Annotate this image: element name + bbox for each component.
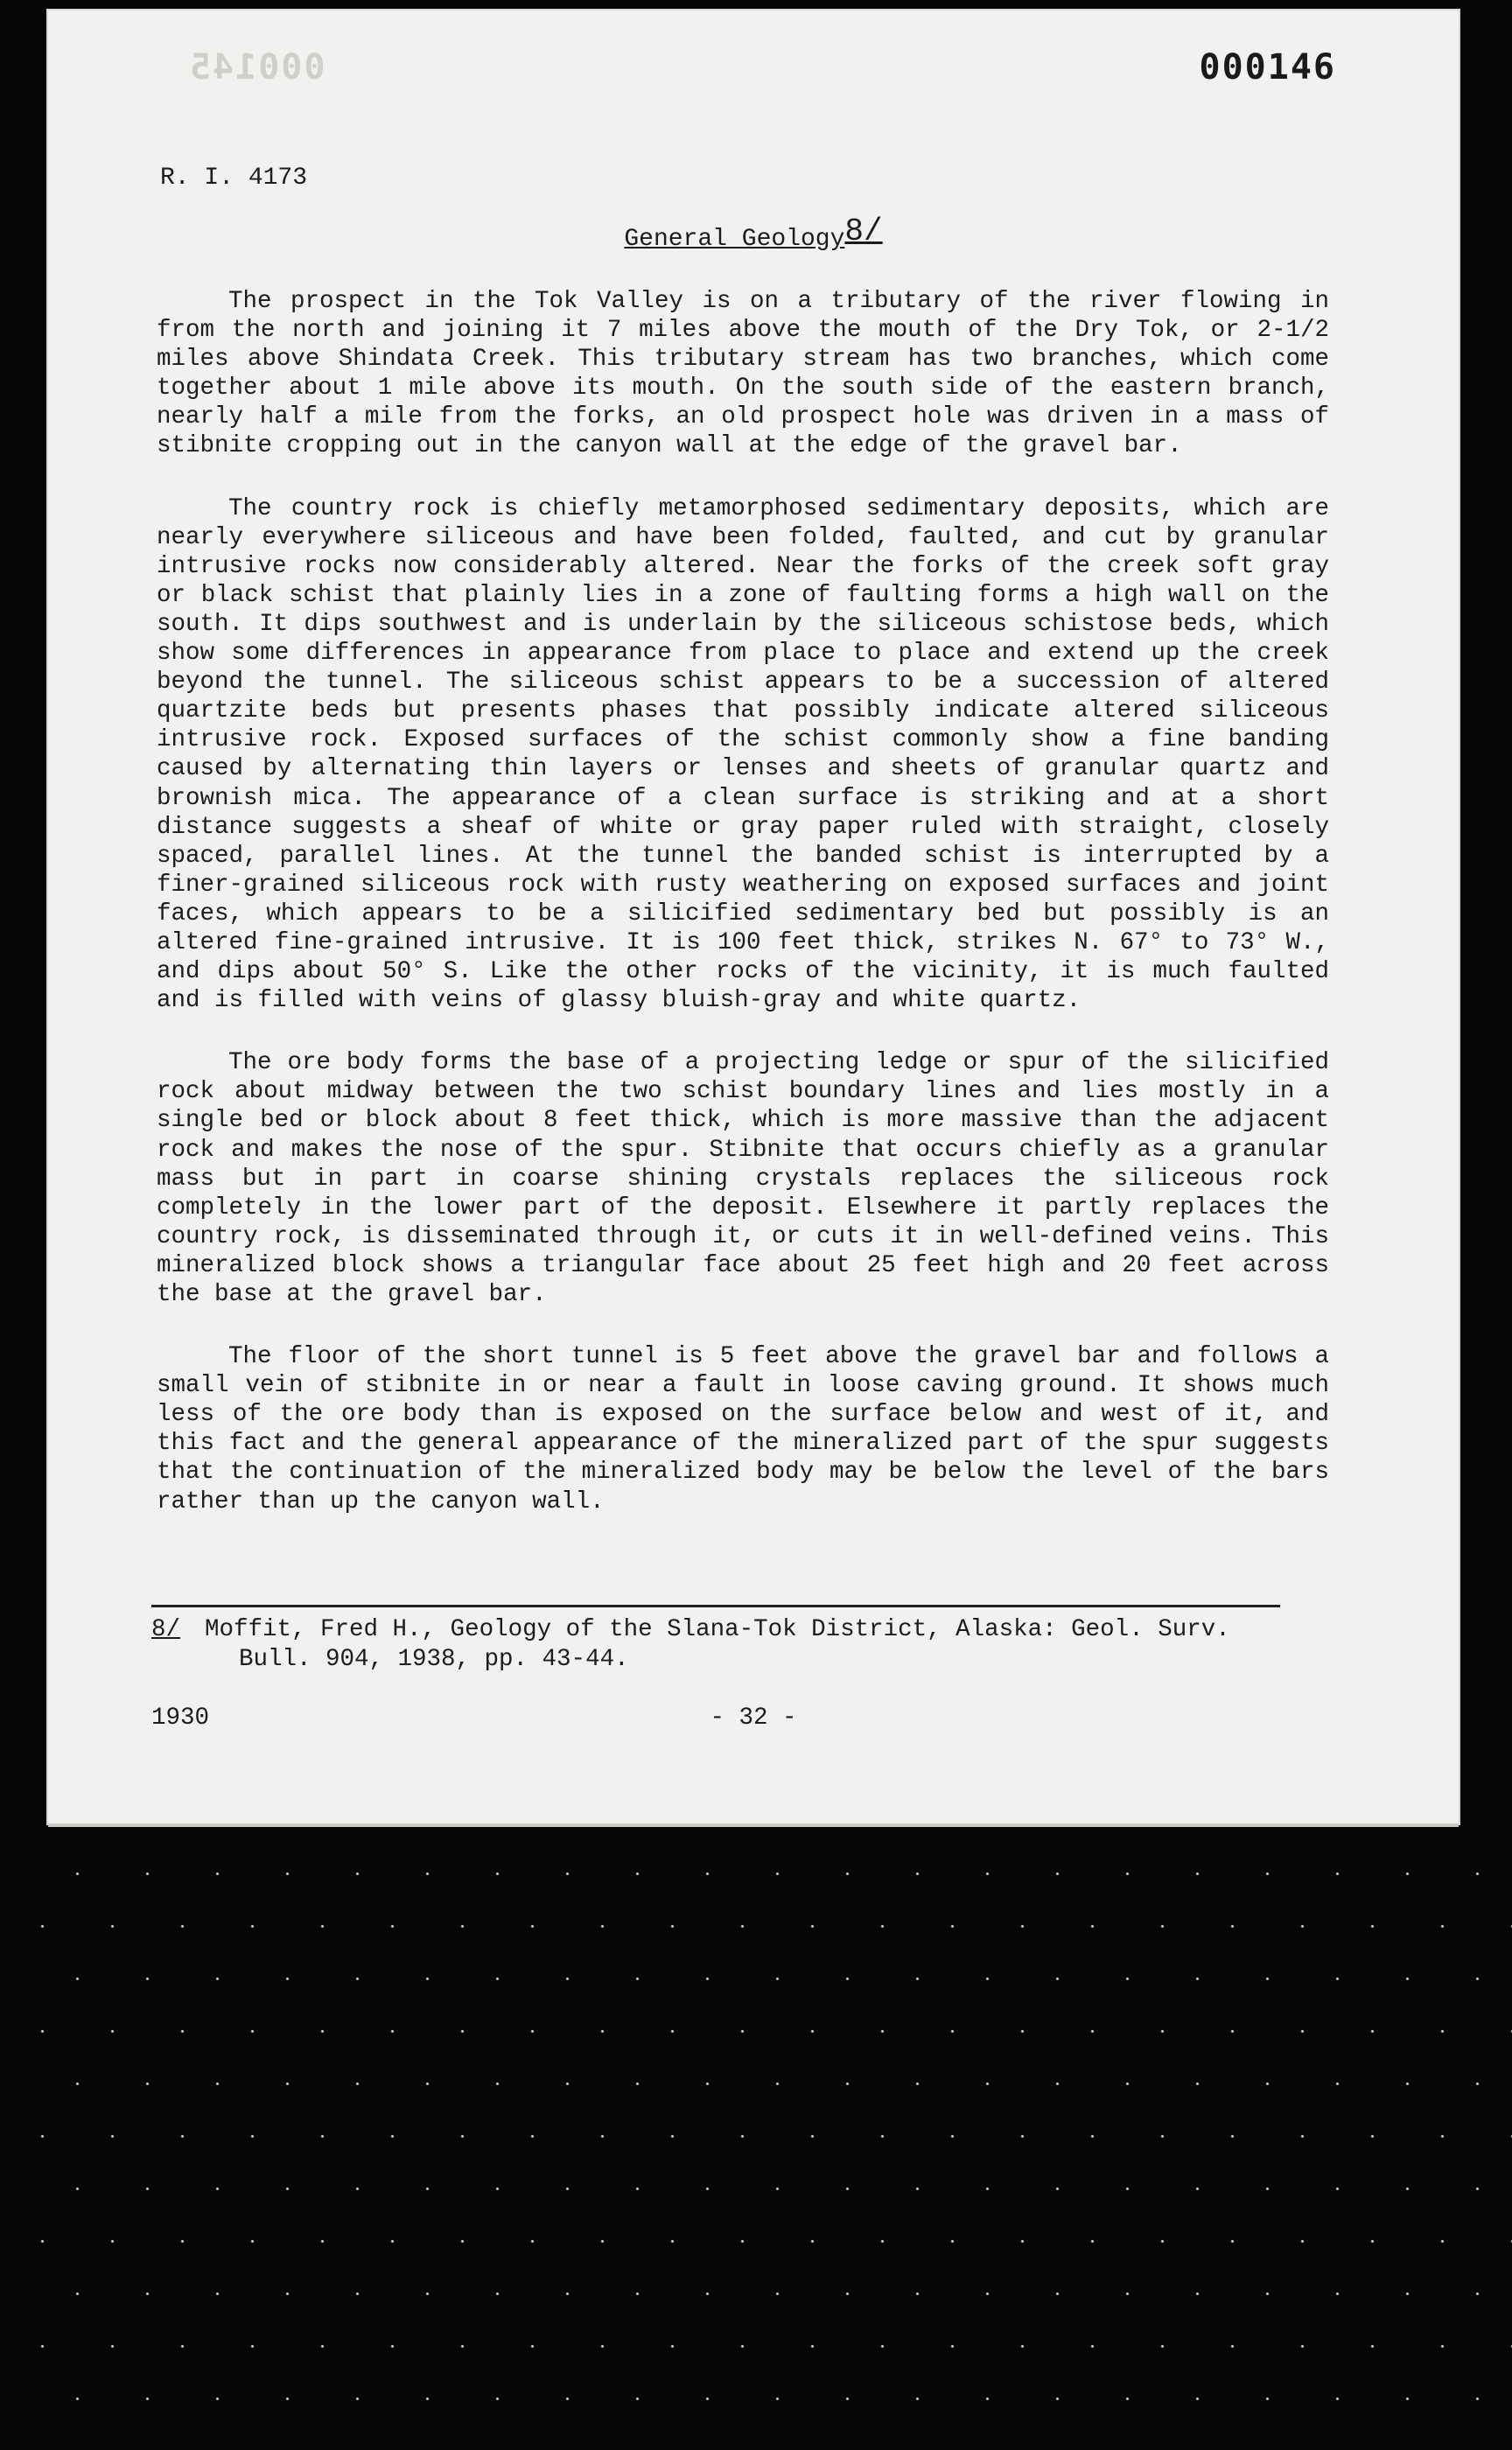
background-speck <box>216 2398 219 2400</box>
background-speck <box>1021 1925 1024 1928</box>
background-speck <box>356 1872 359 1875</box>
background-speck <box>146 2188 149 2190</box>
background-speck <box>846 2398 849 2400</box>
background-speck <box>531 2135 534 2138</box>
background-speck <box>531 1925 534 1928</box>
background-speck <box>601 2030 604 2033</box>
background-speck <box>181 1925 184 1928</box>
background-speck <box>1266 2082 1269 2085</box>
background-speck <box>1196 2398 1199 2400</box>
background-speck <box>391 2240 394 2243</box>
background-speck <box>1336 2188 1339 2190</box>
background-speck <box>1161 2030 1164 2033</box>
background-speck <box>496 1872 499 1875</box>
background-speck <box>181 2135 184 2138</box>
bleed-through-stamp: 000145 <box>188 47 326 88</box>
footnote-line-1 <box>151 1615 1289 1645</box>
background-speck <box>321 2030 324 2033</box>
background-speck <box>951 2030 954 2033</box>
background-speck <box>146 1872 149 1875</box>
background-speck <box>426 2082 429 2085</box>
footnote-rule <box>151 1605 1280 1607</box>
background-speck <box>811 1925 814 1928</box>
background-speck <box>251 2135 254 2138</box>
background-speck <box>531 2345 534 2348</box>
background-speck <box>1056 2188 1059 2190</box>
background-speck <box>1091 2345 1094 2348</box>
background-speck <box>706 1872 709 1875</box>
background-speck <box>1301 2345 1304 2348</box>
background-speck <box>1056 1978 1059 1980</box>
background-speck <box>671 2135 674 2138</box>
background-speck <box>916 2082 919 2085</box>
background-speck <box>1476 1872 1479 1875</box>
background-speck <box>1056 2398 1059 2400</box>
background-speck <box>776 2188 779 2190</box>
background-speck <box>811 2345 814 2348</box>
background-speck <box>1091 2135 1094 2138</box>
background-speck <box>566 2082 569 2085</box>
background-speck <box>1126 2188 1129 2190</box>
background-speck <box>671 2240 674 2243</box>
background-speck <box>881 2135 884 2138</box>
background-speck <box>1266 2398 1269 2400</box>
background-speck <box>846 2188 849 2190</box>
background-speck <box>636 2082 639 2085</box>
background-speck <box>916 2292 919 2295</box>
footnote-marker: 8/ <box>151 1616 181 1643</box>
background-speck <box>426 2292 429 2295</box>
background-speck <box>286 1872 289 1875</box>
background-speck <box>986 2292 989 2295</box>
background-speck <box>846 2292 849 2295</box>
background-speck <box>566 2398 569 2400</box>
background-speck <box>41 2135 44 2138</box>
background-speck <box>496 2082 499 2085</box>
background-speck <box>1371 2135 1374 2138</box>
background-speck <box>1021 2030 1024 2033</box>
background-speck <box>776 1978 779 1980</box>
body-text <box>157 287 1329 1550</box>
background-speck <box>1441 1925 1444 1928</box>
background-speck <box>41 2030 44 2033</box>
background-speck <box>356 2082 359 2085</box>
background-speck <box>496 2188 499 2190</box>
background-speck <box>391 2030 394 2033</box>
background-speck <box>881 1925 884 1928</box>
background-speck <box>461 2030 464 2033</box>
background-speck <box>1091 2030 1094 2033</box>
background-speck <box>76 2082 79 2085</box>
background-speck <box>916 2188 919 2190</box>
background-speck <box>181 2240 184 2243</box>
background-speck <box>1231 2345 1234 2348</box>
background-speck <box>951 1925 954 1928</box>
background-speck <box>461 2345 464 2348</box>
background-speck <box>1161 1925 1164 1928</box>
background-speck <box>1091 2240 1094 2243</box>
background-speck <box>76 2292 79 2295</box>
background-speck <box>1301 2240 1304 2243</box>
section-title <box>48 214 1459 253</box>
background-speck <box>216 2188 219 2190</box>
background-speck <box>251 2345 254 2348</box>
background-speck <box>251 2240 254 2243</box>
background-speck <box>1231 2030 1234 2033</box>
background-speck <box>1196 2082 1199 2085</box>
background-speck <box>1126 2398 1129 2400</box>
background-speck <box>76 1872 79 1875</box>
background-speck <box>1406 2082 1409 2085</box>
background-speck <box>286 1978 289 1980</box>
background-speck <box>1266 1978 1269 1980</box>
background-speck <box>1266 2292 1269 2295</box>
background-speck <box>461 1925 464 1928</box>
background-speck <box>1336 1872 1339 1875</box>
background-speck <box>671 1925 674 1928</box>
background-speck <box>496 2292 499 2295</box>
background-speck <box>496 1978 499 1980</box>
background-speck <box>1126 2292 1129 2295</box>
background-speck <box>986 1872 989 1875</box>
background-speck <box>111 1925 114 1928</box>
background-speck <box>636 1978 639 1980</box>
background-speck <box>1196 2188 1199 2190</box>
background-speck <box>1196 1978 1199 1980</box>
background-speck <box>986 2082 989 2085</box>
background-speck <box>426 2188 429 2190</box>
paragraph: The country rock is chiefly metamorphosed sedimentary deposits, which are nearly everywhere siliceous and have been folded, faulted, and cut by granular intrusive rocks now considerably altered. Near the forks of the creek soft gray or black schist that plainly lies in a zone of faulting forms a high wall on the south. It dips southwest and is underlain by the siliceous schistose beds, which show some differences in appearance from place to place and extend up the creek beyond the tunnel. The siliceous schist appears to be a succession of altered quartzite beds but presents phases that possibly indicate altered siliceous intrusive rock. Exposed surfaces of the schist commonly show a fine banding caused by alternating thin layers or lenses and sheets of granular quartz and brownish mica. The appearance of a clean surface is striking and at a short distance suggests a sheaf of white or gray paper ruled with straight, closely spaced, parallel lines. At the tunnel the banded schist is interrupted by a finer-grained siliceous rock with rusty weathering on exposed surfaces and joint faces, which appears to be a silicified sedimentary bed but possibly is an altered fine-grained intrusive. It is 100 feet thick, strikes N. 67° to 73° W., and dips about 50° S. Like the other rocks of the vicinity, it is much faulted and is filled with veins of glassy bluish-gray and white quartz. <box>157 494 1329 1015</box>
background-speck <box>636 2398 639 2400</box>
background-speck <box>1406 2398 1409 2400</box>
background-speck <box>356 1978 359 1980</box>
background-speck <box>461 2240 464 2243</box>
background-speck <box>1406 2292 1409 2295</box>
background-speck <box>1161 2240 1164 2243</box>
paragraph: The prospect in the Tok Valley is on a tributary of the river flowing in from the north and joining it 7 miles above the mouth of the Dry Tok, or 2-1/2 miles above Shindata Creek. This tributary stream has two branches, which come together about 1 mile above its mouth. On the south side of the eastern branch, nearly half a mile from the forks, an old prospect hole was driven in a mass of stibnite cropping out in the canyon wall at the edge of the gravel bar. <box>157 288 1329 460</box>
background-speck <box>741 2135 744 2138</box>
background-speck <box>881 2030 884 2033</box>
background-speck <box>1371 2030 1374 2033</box>
background-speck <box>1476 2398 1479 2400</box>
background-speck <box>1161 2345 1164 2348</box>
background-speck <box>1056 2292 1059 2295</box>
background-speck <box>286 2082 289 2085</box>
background-speck <box>426 2398 429 2400</box>
background-speck <box>111 2030 114 2033</box>
background-speck <box>1301 2135 1304 2138</box>
background-speck <box>356 2292 359 2295</box>
background-speck <box>951 2345 954 2348</box>
background-speck <box>881 2345 884 2348</box>
background-speck <box>1336 2398 1339 2400</box>
background-speck <box>356 2188 359 2190</box>
background-speck <box>321 2345 324 2348</box>
background-speck <box>181 2345 184 2348</box>
background-speck <box>1336 2082 1339 2085</box>
background-speck <box>111 2345 114 2348</box>
page-number: - 32 - <box>710 1704 797 1732</box>
background-speck <box>601 2345 604 2348</box>
background-speck <box>1161 2135 1164 2138</box>
background-speck <box>321 2135 324 2138</box>
background-speck <box>986 1978 989 1980</box>
background-speck <box>1126 1978 1129 1980</box>
background-speck <box>1231 2240 1234 2243</box>
background-speck <box>1476 2082 1479 2085</box>
document-number-stamp: 000146 <box>1199 47 1336 88</box>
background-speck <box>1056 2082 1059 2085</box>
background-speck <box>951 2135 954 2138</box>
background-speck <box>146 2398 149 2400</box>
footnote-citation: Moffit, Fred H., Geology of the Slana-Tok District, Alaska: Geol. Surv. <box>205 1616 1230 1643</box>
background-speck <box>146 2292 149 2295</box>
background-speck <box>671 2030 674 2033</box>
background-speck <box>881 2240 884 2243</box>
background-speck <box>706 2398 709 2400</box>
background-speck <box>286 2398 289 2400</box>
background-speck <box>426 1978 429 1980</box>
background-speck <box>776 1872 779 1875</box>
background-speck <box>846 1872 849 1875</box>
footnote-reference: 8/ <box>844 214 883 249</box>
background-speck <box>1441 2135 1444 2138</box>
paragraph: The ore body forms the base of a projecting ledge or spur of the silicified rock about midway between the two schist boundary lines and lies mostly in a single bed or block about 8 feet thick, which is more massive than the adjacent rock and makes the nose of the spur. Stibnite that occurs chiefly as a granular mass but in part in coarse shining crystals replaces the siliceous rock completely in the lower part of the deposit. Elsewhere it partly replaces the country rock, is disseminated through it, or cuts it in well-defined veins. This mineralized block shows a triangular face about 25 feet high and 20 feet across the base at the gravel bar. <box>157 1049 1329 1308</box>
background-speck <box>111 2240 114 2243</box>
background-speck <box>671 2345 674 2348</box>
background-speck <box>1021 2345 1024 2348</box>
background-speck <box>1476 2292 1479 2295</box>
background-speck <box>111 2135 114 2138</box>
background-speck <box>1266 2188 1269 2190</box>
background-speck <box>216 2292 219 2295</box>
background-speck <box>146 2082 149 2085</box>
background-speck <box>41 2345 44 2348</box>
background-speck <box>251 1925 254 1928</box>
background-speck <box>1231 2135 1234 2138</box>
footer-year: 1930 <box>151 1704 210 1732</box>
background-speck <box>776 2292 779 2295</box>
background-speck <box>1406 2188 1409 2190</box>
background-speck <box>741 2240 744 2243</box>
background-speck <box>1406 1872 1409 1875</box>
background-speck <box>846 1978 849 1980</box>
background-speck <box>1441 2240 1444 2243</box>
background-speck <box>811 2030 814 2033</box>
background-speck <box>1091 1925 1094 1928</box>
background-speck <box>566 2188 569 2190</box>
background-speck <box>601 2240 604 2243</box>
background-speck <box>216 2082 219 2085</box>
background-speck <box>1441 2345 1444 2348</box>
background-speck <box>1336 1978 1339 1980</box>
background-speck <box>916 1872 919 1875</box>
background-speck <box>321 1925 324 1928</box>
background-speck <box>601 2135 604 2138</box>
background-speck <box>76 2188 79 2190</box>
background-speck <box>566 2292 569 2295</box>
paragraph: The floor of the short tunnel is 5 feet above the gravel bar and follows a small vein of stibnite in or near a fault in loose caving ground. It shows much less of the ore body than is exposed on the surface below and west of it, and this fact and the general appearance of the mineralized part of the spur suggests that the continuation of the mineralized body may be below the level of the bars rather than up the canyon wall. <box>157 1343 1329 1516</box>
background-speck <box>216 1872 219 1875</box>
background-speck <box>916 1978 919 1980</box>
background-speck <box>356 2398 359 2400</box>
background-speck <box>286 2292 289 2295</box>
background-speck <box>811 2135 814 2138</box>
background-speck <box>1371 2240 1374 2243</box>
background-speck <box>706 2292 709 2295</box>
background-speck <box>1126 1872 1129 1875</box>
background-speck <box>706 2188 709 2190</box>
background-speck <box>706 1978 709 1980</box>
background-speck <box>1301 2030 1304 2033</box>
background-speck <box>1406 1978 1409 1980</box>
background-speck <box>251 2030 254 2033</box>
background-speck <box>1266 1872 1269 1875</box>
background-speck <box>426 1872 429 1875</box>
background-speck <box>636 1872 639 1875</box>
section-title-text: General Geology <box>624 226 845 253</box>
background-speck <box>181 2030 184 2033</box>
background-speck <box>741 2030 744 2033</box>
background-speck <box>41 1925 44 1928</box>
background-speck <box>1126 2082 1129 2085</box>
background-speck <box>566 1872 569 1875</box>
background-speck <box>776 2398 779 2400</box>
background-speck <box>531 2030 534 2033</box>
background-speck <box>741 1925 744 1928</box>
background-speck <box>391 1925 394 1928</box>
background-speck <box>461 2135 464 2138</box>
background-speck <box>776 2082 779 2085</box>
background-speck <box>1371 2345 1374 2348</box>
page-edge <box>48 1824 1459 1827</box>
background-speck <box>986 2188 989 2190</box>
background-speck <box>601 1925 604 1928</box>
document-page <box>48 10 1459 1824</box>
background-speck <box>286 2188 289 2190</box>
background-speck <box>1056 1872 1059 1875</box>
background-speck <box>916 2398 919 2400</box>
background-speck <box>811 2240 814 2243</box>
background-speck <box>41 2240 44 2243</box>
background-speck <box>1231 1925 1234 1928</box>
background-speck <box>1336 2292 1339 2295</box>
background-speck <box>1301 1925 1304 1928</box>
background-speck <box>146 1978 149 1980</box>
background-speck <box>391 2345 394 2348</box>
background-speck <box>1476 2188 1479 2190</box>
footnote-line-2: Bull. 904, 1938, pp. 43-44. <box>239 1646 629 1673</box>
background-speck <box>321 2240 324 2243</box>
background-speck <box>1021 2240 1024 2243</box>
background-speck <box>846 2082 849 2085</box>
footnote <box>151 1615 1289 1675</box>
background-speck <box>1196 2292 1199 2295</box>
background-speck <box>76 1978 79 1980</box>
background-speck <box>951 2240 954 2243</box>
background-speck <box>76 2398 79 2400</box>
background-speck <box>1476 1978 1479 1980</box>
background-speck <box>391 2135 394 2138</box>
background-speck <box>636 2292 639 2295</box>
background-speck <box>636 2188 639 2190</box>
background-speck <box>706 2082 709 2085</box>
background-speck <box>986 2398 989 2400</box>
report-id: R. I. 4173 <box>160 164 308 192</box>
background-speck <box>1021 2135 1024 2138</box>
background-speck <box>1441 2030 1444 2033</box>
background-speck <box>741 2345 744 2348</box>
background-speck <box>1371 1925 1374 1928</box>
background-speck <box>531 2240 534 2243</box>
background-speck <box>496 2398 499 2400</box>
background-speck <box>216 1978 219 1980</box>
background-speck <box>566 1978 569 1980</box>
background-speck <box>1196 1872 1199 1875</box>
